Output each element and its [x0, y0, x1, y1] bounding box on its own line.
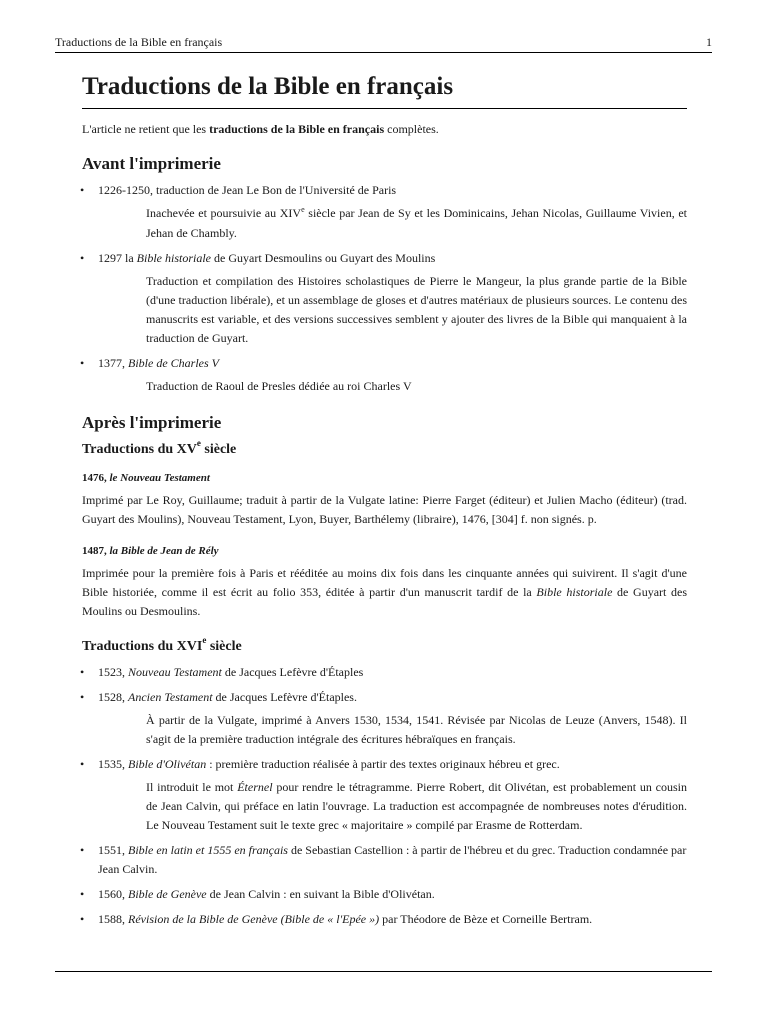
heading-superscript: e [202, 635, 207, 645]
lead-italic-link[interactable]: Bible d'Olivétan [128, 757, 207, 771]
article-body [82, 70, 687, 935]
intro-paragraph [82, 120, 687, 139]
heading-superscript: e [196, 438, 201, 448]
item-description: Traduction et compilation des Histoires scholastiques de Pierre le Mangeur, la plus grande partie de la Bible (d'une traduction libérale), et un assemblage de gloses et d'autres matériaux de plusieurs sources. Le contenu des manuscrits est variable, et des versions successives semblent y ajouter des livres de la Bible qui manquaient à la traduction de Guyart. [146, 274, 687, 345]
lead-text: 1528, [98, 690, 128, 704]
list-item [82, 688, 687, 749]
list-item [82, 841, 687, 879]
entry-title: la Bible de Jean de Rély [109, 545, 219, 557]
section1-list [82, 181, 687, 396]
footer-rule [55, 971, 712, 972]
heading-text: Traductions du XV [82, 442, 197, 457]
lead-italic-link[interactable]: Nouveau Testament [128, 665, 222, 679]
item-lead [98, 885, 687, 904]
item-lead [98, 688, 687, 707]
list-item [82, 885, 687, 904]
item-description [146, 204, 687, 243]
item-lead [98, 354, 687, 373]
running-header [55, 35, 712, 53]
lead-text: 1588, [98, 912, 128, 926]
section-heading-apres: Après l'imprimerie [82, 413, 222, 432]
desc-text: pour rendre le tétragramme. Pierre Robert, dit Olivétan, est probablement un cousin de Jean Calvin, qui préface en latin l'ouvrage. La traduction est accompagnée de nombreuses notes d'érudition. Le Nouveau Testament suit le texte grec « majoritaire » compilé par Erasme de Rotterdam. [146, 780, 687, 832]
list-item [82, 354, 687, 396]
lead-text: de Sebastian Castellion : à partir de l'hébreu et du grec. Traduction condamnée par Jean Calvin. [98, 843, 687, 876]
entry-year: 1487, [82, 545, 110, 557]
para-text: de Guyart des Moulins ou Desmoulins. [82, 585, 688, 618]
header-rule [55, 52, 712, 53]
list-item [82, 663, 687, 682]
lead-text: 1523, [98, 665, 128, 679]
item-lead [98, 755, 687, 774]
list-item [82, 910, 687, 929]
desc-italic-link[interactable]: Éternel [237, 780, 273, 794]
desc-text: Il introduit le mot [146, 780, 238, 794]
intro-text-after: complètes. [384, 122, 439, 136]
entry-year: 1476, [82, 472, 110, 484]
lead-text: 1560, [98, 887, 128, 901]
item-description: À partir de la Vulgate, imprimé à Anvers 1530, 1534, 1541. Révisée par Nicolas de Leuze (Anvers, 1548). Il s'agit de la première traduction intégrale des écritures hébraïques en français. [146, 713, 687, 746]
item-lead [98, 910, 687, 929]
list-item [82, 755, 687, 835]
running-header-title: Traductions de la Bible en français [55, 35, 223, 49]
lead-text: de Guyart Desmoulins ou Guyart des Moulins [211, 251, 436, 265]
lead-text: 1297 la [98, 251, 137, 265]
intro-bold-link[interactable]: traductions de la Bible en français [209, 122, 385, 136]
entry-heading-1487 [82, 543, 687, 560]
section-heading-avant: Avant l'imprimerie [82, 154, 221, 173]
para-text: Imprimée pour la première fois à Paris et rééditée au moins dix fois dans les cinquante années qui suivirent. Il s'agit d'une Bible historiée, comme il est écrit au folio 353, éditée à partir d'un manuscrit tardif de la [82, 566, 687, 599]
list-item [82, 181, 687, 243]
item-lead [98, 841, 687, 879]
intro-text-before: L'article ne retient que les [82, 122, 210, 136]
lead-italic-link[interactable]: Bible en latin et 1555 en français [128, 843, 288, 857]
lead-text: 1377, [98, 356, 128, 370]
item-description: Traduction de Raoul de Presles dédiée au roi Charles V [146, 379, 412, 393]
heading-text: Traductions du XVI [82, 639, 203, 654]
lead-text: par Théodore de Bèze et Corneille Bertram. [379, 912, 593, 926]
list-item [82, 249, 687, 348]
lead-italic-link[interactable]: Bible historiale [136, 251, 211, 265]
desc-text: Inachevée et poursuivie au XIV [146, 206, 302, 220]
entry-heading-1476 [82, 470, 687, 487]
lead-text: 1551, [98, 843, 128, 857]
lead-text: : première traduction réalisée à partir des textes originaux hébreu et grec. [206, 757, 560, 771]
page-title: Traductions de la Bible en français [82, 70, 687, 109]
lead-italic-link[interactable]: Bible de Genève [128, 887, 207, 901]
lead-italic-link[interactable]: Bible de Charles V [128, 356, 219, 370]
heading-text: siècle [200, 442, 237, 457]
desc-text: siècle par Jean de Sy et les Dominicains, Jehan Nicolas, Guillaume Vivien, et Jehan de Chambly. [146, 206, 688, 240]
lead-italic-link[interactable]: Ancien Testament [128, 690, 213, 704]
item-lead: • 1226-1250, traduction de Jean Le Bon de l'Université de Paris [98, 183, 397, 197]
item-description [146, 778, 687, 835]
page-number: 1 [706, 35, 712, 49]
entry-paragraph-1476: Imprimé par Le Roy, Guillaume; traduit à partir de la Vulgate latine: Pierre Farget (éditeur) et Julien Macho (éditeur) (trad. Guyart des Moulins), Nouveau Testament, Lyon, Buyer, Barthélemy (libraire), 1476, [304] f. non signés. p. [82, 493, 687, 526]
item-lead [98, 663, 687, 682]
desc-superscript: e [301, 205, 305, 214]
para-italic-link[interactable]: Bible historiale [536, 585, 613, 599]
lead-italic-link[interactable]: Révision de la Bible de Genève (Bible de « l'Epée ») [128, 912, 380, 926]
entry-paragraph-1487 [82, 564, 687, 621]
lead-text: 1535, [98, 757, 128, 771]
subsection-heading-xvi [82, 637, 687, 657]
item-lead [98, 249, 687, 268]
entry-title: le Nouveau Testament [109, 472, 210, 484]
subsection-heading-xv [82, 440, 687, 460]
heading-text: siècle [206, 639, 242, 654]
lead-text: de Jacques Lefèvre d'Étaples. [212, 690, 357, 704]
lead-text: de Jacques Lefèvre d'Étaples [221, 665, 364, 679]
lead-text: de Jean Calvin : en suivant la Bible d'Olivétan. [206, 887, 435, 901]
section16-list [82, 663, 687, 929]
